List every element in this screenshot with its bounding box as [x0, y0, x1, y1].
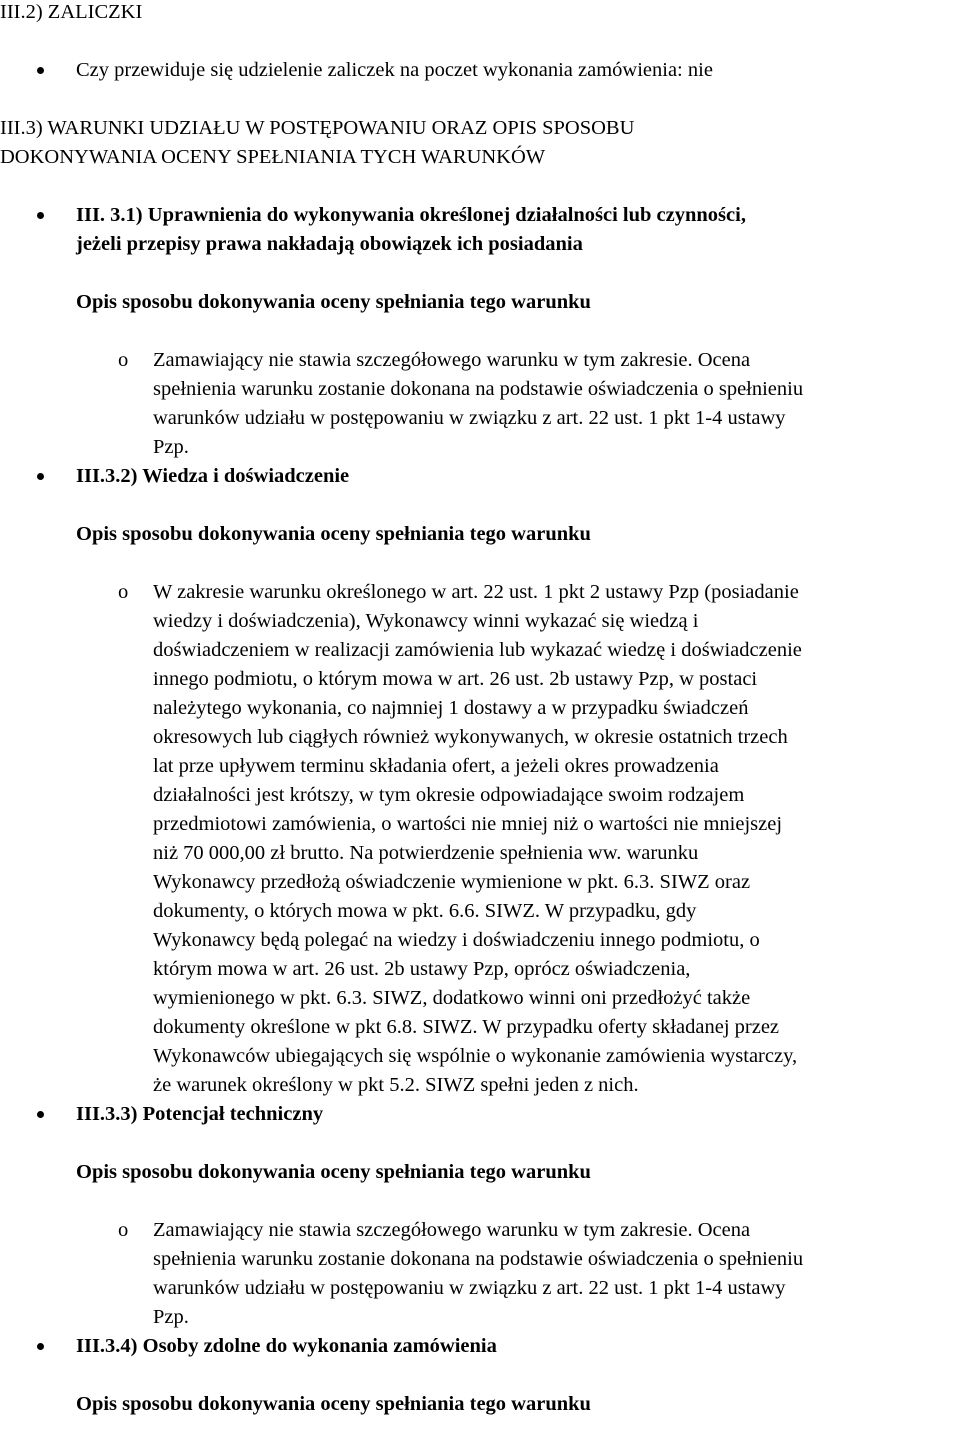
item-text-line: dokumenty określone w pkt 6.8. SIWZ. W przypadku oferty składanej przez: [153, 1016, 780, 1038]
item-text-line: Wykonawcy będą polegać na wiedzy i doświadczeniu innego podmiotu, o: [153, 929, 760, 951]
bullet-dot: [37, 67, 44, 74]
advance-question: Czy przewiduje się udzielenie zaliczek na poczet wykonania zamówienia: nie: [76, 59, 713, 81]
bullet-dot: [37, 1111, 44, 1118]
item-text-line: Zamawiający nie stawia szczegółowego warunku w tym zakresie. Ocena: [153, 1219, 751, 1241]
item-text-line: spełnienia warunku zostanie dokonana na podstawie oświadczenia o spełnieniu: [153, 378, 804, 400]
item-text-line: innego podmiotu, o którym mowa w art. 26 ust. 2b ustawy Pzp, w postaci: [153, 668, 758, 690]
item-text-line: należytego wykonania, co najmniej 1 dostawy a w przypadku świadczeń: [153, 697, 749, 719]
item-text-line: warunków udziału w postępowaniu w związku z art. 22 ust. 1 pkt 1-4 ustawy: [153, 1277, 786, 1299]
item-text-line: doświadczeniem w realizacji zamówienia lub wykazać wiedzę i doświadczenie: [153, 639, 802, 661]
opis-label: Opis sposobu dokonywania oceny spełniania tego warunku: [76, 523, 591, 545]
item-heading-wiedza: III.3.2) Wiedza i doświadczenie: [76, 465, 350, 487]
item-text-line: Wykonawcy przedłożą oświadczenie wymienione w pkt. 6.3. SIWZ oraz: [153, 871, 751, 893]
item-heading-osoby: III.3.4) Osoby zdolne do wykonania zamówienia: [76, 1335, 497, 1357]
item-text-line: okresowych lub ciągłych również wykonywanych, w okresie ostatnich trzech: [153, 726, 788, 748]
item-text-line: wymienionego w pkt. 6.3. SIWZ, dodatkowo winni oni przedłożyć także: [153, 987, 751, 1009]
item-text-line: niż 70 000,00 zł brutto. Na potwierdzenie spełnienia ww. warunku: [153, 842, 699, 864]
section-heading-zaliczki: III.2) ZALICZKI: [0, 1, 143, 23]
item-text-line: dokumenty, o których mowa w pkt. 6.6. SIWZ. W przypadku, gdy: [153, 900, 697, 922]
item-text-line: Zamawiający nie stawia szczegółowego warunku w tym zakresie. Ocena: [153, 349, 751, 371]
bullet-dot: [37, 473, 44, 480]
item-text-line: przedmiotowi zamówienia, o wartości nie mniej niż o wartości nie mniejszej: [153, 813, 783, 835]
item-heading-uprawnienia-line1: III. 3.1) Uprawnienia do wykonywania określonej działalności lub czynności,: [76, 204, 746, 226]
advance-answer: nie: [687, 59, 713, 81]
item-text-line: lat prze upływem terminu składania ofert, a jeżeli okres prowadzenia: [153, 755, 719, 777]
section-heading-warunki-line1: III.3) WARUNKI UDZIAŁU W POSTĘPOWANIU ORAZ OPIS SPOSOBU: [0, 117, 635, 139]
opis-label: Opis sposobu dokonywania oceny spełniania tego warunku: [76, 291, 591, 313]
section-heading-warunki-line2: DOKONYWANIA OCENY SPEŁNIANIA TYCH WARUNKÓW: [0, 146, 546, 168]
item-text-line: Wykonawców ubiegających się wspólnie o wykonanie zamówienia wystarczy,: [153, 1045, 798, 1067]
item-text-line: spełnienia warunku zostanie dokonana na podstawie oświadczenia o spełnieniu: [153, 1248, 804, 1270]
opis-label: Opis sposobu dokonywania oceny spełniania tego warunku: [76, 1161, 591, 1183]
item-text-line: Pzp.: [153, 436, 189, 458]
item-heading-potencjal: III.3.3) Potencjał techniczny: [76, 1103, 324, 1125]
opis-label: Opis sposobu dokonywania oceny spełniania tego warunku: [76, 1393, 591, 1415]
bullet-dot: [37, 212, 44, 219]
item-text-line: warunków udziału w postępowaniu w związku z art. 22 ust. 1 pkt 1-4 ustawy: [153, 407, 786, 429]
item-text-line: że warunek określony w pkt 5.2. SIWZ spełni jeden z nich.: [153, 1074, 639, 1096]
item-text-line: którym mowa w art. 26 ust. 2b ustawy Pzp, oprócz oświadczenia,: [153, 958, 691, 980]
item-text-line: działalności jest krótszy, w tym okresie odpowiadające swoim rodzajem: [153, 784, 745, 806]
list-marker: o: [118, 349, 129, 371]
item-text-line: wiedzy i doświadczenia), Wykonawcy winni wykazać się wiedzą i: [153, 610, 699, 632]
bullet-dot: [37, 1343, 44, 1350]
list-marker: o: [118, 581, 129, 603]
item-text-line: W zakresie warunku określonego w art. 22 ust. 1 pkt 2 ustawy Pzp (posiadanie: [153, 581, 799, 603]
item-text-line: Pzp.: [153, 1306, 189, 1328]
item-heading-uprawnienia-line2: jeżeli przepisy prawa nakładają obowiązek ich posiadania: [76, 233, 583, 255]
list-marker: o: [118, 1219, 129, 1241]
